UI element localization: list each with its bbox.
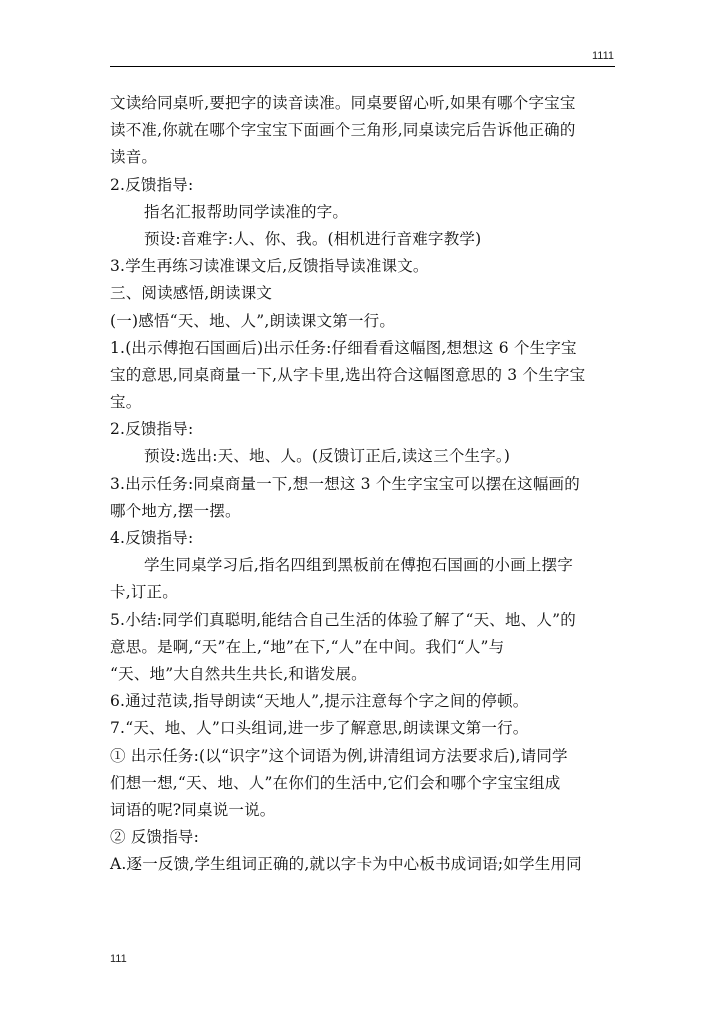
text-line: 7.“天、地、人”口头组词,进一步了解意思,朗读课文第一行。 [110, 719, 529, 738]
text-line: “天、地”大自然共生共长,和谐发展。 [110, 664, 367, 683]
text-line: 6.通过范读,指导朗读“天地人”,提示注意每个字之间的停顿。 [110, 692, 529, 711]
text-line: ② 反馈指导: [110, 828, 200, 847]
text-line: 意思。是啊,“天”在上,“地”在下,“人”在中间。我们“人”与 [110, 637, 505, 656]
text-line: 卡,订正。 [110, 583, 178, 602]
text-line: 2.反馈指导: [110, 420, 194, 439]
text-line: 三、阅读感悟,朗读课文 [110, 284, 273, 303]
text-line: 5.小结:同学们真聪明,能结合自己生活的体验了解了“天、地、人”的 [110, 610, 576, 629]
document-body [110, 90, 620, 878]
text-line: 3.学生再练习读准课文后,反馈指导读准课文。 [110, 257, 429, 276]
text-line: 3.出示任务:同桌商量一下,想一想这 3 个生字宝宝可以摆在这幅画的 [110, 474, 580, 493]
text-line: 哪个地方,摆一摆。 [110, 501, 241, 520]
text-line: 们想一想,“天、地、人”在你们的生活中,它们会和哪个字宝宝组成 [110, 773, 561, 792]
text-line: A.逐一反馈,学生组词正确的,就以字卡为中心板书成词语;如学生用同 [110, 855, 582, 874]
text-line: 词语的呢?同桌说一说。 [110, 800, 276, 819]
text-line: 2.反馈指导: [110, 175, 194, 194]
text-line: 4.反馈指导: [110, 529, 194, 547]
text-line: 指名汇报帮助同学读准的字。 [144, 202, 349, 221]
text-line: (一)感悟“天、地、人”,朗读课文第一行。 [110, 311, 396, 330]
text-line: 1.(出示傅抱石国画后)出示任务:仔细看看这幅图,想想这 6 个生字宝 [110, 338, 577, 357]
text-line: 宝的意思,同桌商量一下,从字卡里,选出符合这幅图意思的 3 个生字宝 [110, 365, 586, 384]
text-line: 宝。 [110, 393, 142, 412]
header-page-number: 1111 [591, 50, 614, 62]
text-line: 读不准,你就在哪个字宝宝下面画个三角形,同桌读完后告诉他正确的 [110, 121, 576, 140]
text-line: 文读给同桌听,要把字的读音读准。同桌要留心听,如果有哪个字宝宝 [110, 94, 576, 112]
text-line: 预设:音难字:人、你、我。(相机进行音难字教学) [144, 229, 482, 248]
text-line: 预设:选出:天、地、人。(反馈订正后,读这三个生字。) [144, 447, 511, 466]
footer-page-number: 111 [110, 953, 127, 965]
text-line: 读音。 [110, 148, 158, 167]
text-line: ① 出示任务:(以“识字”这个词语为例,讲清组词方法要求后),请同学 [110, 746, 568, 765]
text-line: 学生同桌学习后,指名四组到黑板前在傅抱石国画的小画上摆字 [144, 556, 574, 575]
header-divider [110, 66, 615, 67]
